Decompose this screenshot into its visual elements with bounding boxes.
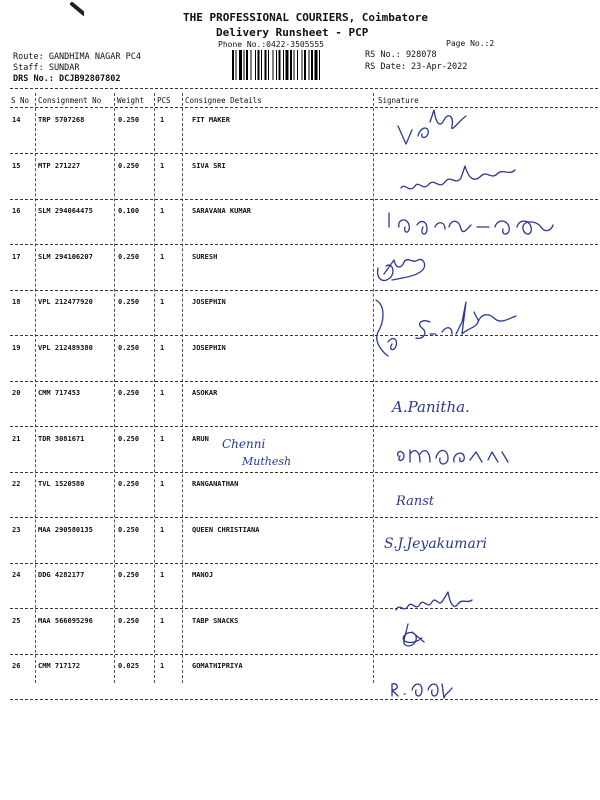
row-consignee: GOMATHIPRIYA bbox=[192, 662, 243, 670]
page-number: Page No.:2 bbox=[446, 39, 495, 48]
barcode-bar bbox=[265, 50, 267, 80]
signature-row-23: S.J.Jeyakumari bbox=[384, 536, 487, 552]
handwritten-note: Chenni bbox=[222, 437, 266, 451]
col-header-consignment: Consignment No bbox=[38, 96, 102, 105]
barcode-bar bbox=[290, 50, 292, 80]
barcode-bar bbox=[311, 50, 313, 80]
row-sno: 18 bbox=[12, 298, 21, 306]
barcode-bar bbox=[261, 50, 262, 80]
signature-row-17 bbox=[372, 252, 432, 290]
row-weight: 0.250 bbox=[118, 252, 140, 261]
col-header-sno: S No bbox=[11, 96, 30, 105]
row-pcs: 1 bbox=[160, 252, 165, 261]
row-divider bbox=[10, 699, 598, 700]
col-separator bbox=[114, 93, 115, 683]
row-pcs: 1 bbox=[160, 480, 165, 488]
rs-date: RS Date: 23-Apr-2022 bbox=[365, 62, 468, 72]
barcode-bar bbox=[273, 50, 274, 80]
barcode-bar bbox=[309, 50, 310, 80]
signature-row-16 bbox=[385, 205, 560, 250]
row-weight: 0.100 bbox=[118, 207, 140, 215]
row-consignee: SURESH bbox=[192, 252, 218, 261]
row-consignment-no: SLM 294106207 bbox=[38, 252, 93, 261]
row-pcs: 1 bbox=[160, 525, 165, 534]
barcode-bar bbox=[304, 50, 306, 80]
signature-row-15 bbox=[395, 158, 525, 198]
col-separator bbox=[35, 93, 36, 683]
row-consignee: QUEEN CHRISTIANA bbox=[192, 525, 260, 534]
company-title: THE PROFESSIONAL COURIERS, Coimbatore bbox=[183, 11, 429, 24]
scan-mark-icon bbox=[24, 0, 84, 40]
row-consignee: JOSEPHIN bbox=[192, 298, 226, 306]
row-consignee: FIT MAKER bbox=[192, 116, 230, 124]
staff-label: Staff: SUNDAR bbox=[13, 63, 80, 73]
row-sno: 26 bbox=[12, 662, 21, 670]
signature-row-24 bbox=[392, 588, 482, 618]
row-divider bbox=[10, 654, 598, 655]
row-consignment-no: SLM 294064475 bbox=[38, 207, 93, 215]
row-pcs: 1 bbox=[160, 662, 165, 670]
barcode-icon bbox=[232, 50, 358, 80]
row-consignment-no: TRP 5707268 bbox=[38, 116, 85, 124]
barcode-bar bbox=[239, 50, 242, 80]
row-weight: 0.250 bbox=[118, 389, 140, 397]
row-sno: 24 bbox=[12, 571, 21, 579]
barcode-bar bbox=[294, 50, 295, 80]
signature-row-14 bbox=[390, 100, 480, 150]
col-separator bbox=[154, 93, 155, 683]
row-divider bbox=[10, 381, 598, 382]
row-consignee: ASOKAR bbox=[192, 389, 218, 397]
barcode-bar bbox=[246, 50, 248, 80]
row-sno: 22 bbox=[12, 480, 21, 488]
header-divider-bottom bbox=[10, 107, 598, 108]
header-divider-top bbox=[10, 88, 598, 89]
row-consignment-no: DDG 4282177 bbox=[38, 571, 85, 579]
runsheet-title: Delivery Runsheet - PCP bbox=[216, 26, 369, 39]
barcode-bar bbox=[315, 50, 318, 80]
barcode-bar bbox=[255, 50, 256, 80]
row-consignee: JOSEPHIN bbox=[192, 343, 226, 352]
row-weight: 0.250 bbox=[118, 116, 140, 124]
barcode-bar bbox=[232, 50, 234, 80]
row-sno: 23 bbox=[12, 525, 21, 534]
row-pcs: 1 bbox=[160, 389, 165, 397]
row-pcs: 1 bbox=[160, 116, 165, 124]
signature-row-20: A.Panitha. bbox=[392, 398, 470, 416]
row-sno: 21 bbox=[12, 434, 21, 443]
row-consignment-no: CMM 717172 bbox=[38, 662, 81, 670]
row-pcs: 1 bbox=[160, 343, 165, 352]
barcode-bar bbox=[283, 50, 284, 80]
row-divider bbox=[10, 199, 598, 200]
col-header-pcs: PCS bbox=[157, 96, 171, 105]
col-header-consignee: Consignee Details bbox=[185, 96, 262, 105]
row-consignment-no: VPL 212489380 bbox=[38, 343, 93, 352]
row-divider bbox=[10, 608, 598, 609]
barcode-bar bbox=[258, 50, 260, 80]
row-weight: 0.250 bbox=[118, 480, 140, 488]
barcode-bar bbox=[268, 50, 269, 80]
row-sno: 16 bbox=[12, 207, 21, 215]
drs-number: DRS No.: DCJB92807802 bbox=[13, 74, 121, 84]
barcode-bar bbox=[286, 50, 289, 80]
row-weight: 0.250 bbox=[118, 525, 140, 534]
row-sno: 15 bbox=[12, 161, 21, 170]
row-weight: 0.025 bbox=[118, 662, 140, 670]
signature-row-25 bbox=[394, 620, 434, 652]
row-consignee: SIVA SRI bbox=[192, 161, 226, 170]
barcode-bar bbox=[297, 50, 298, 80]
col-header-weight: Weight bbox=[117, 96, 145, 105]
row-divider bbox=[10, 290, 598, 291]
col-separator bbox=[182, 93, 183, 683]
row-consignment-no: TVL 1520580 bbox=[38, 480, 85, 488]
row-sno: 19 bbox=[12, 343, 21, 352]
row-consignee: MANOJ bbox=[192, 571, 214, 579]
row-consignee: RANGANATHAN bbox=[192, 480, 239, 488]
row-divider bbox=[10, 153, 598, 154]
row-consignee: SARAVANA KUMAR bbox=[192, 207, 252, 215]
signature-row-22: Ranst bbox=[396, 494, 435, 509]
row-weight: 0.250 bbox=[118, 616, 140, 625]
barcode-bar bbox=[319, 50, 320, 80]
barcode-bar bbox=[276, 50, 277, 80]
row-pcs: 1 bbox=[160, 616, 165, 625]
row-consignment-no: MAA 566095296 bbox=[38, 616, 93, 625]
route-label: Route: GANDHIMA NAGAR PC4 bbox=[13, 52, 141, 62]
row-divider bbox=[10, 517, 598, 518]
row-consignee: ARUN bbox=[192, 434, 209, 443]
phone-number: Phone No.:0422-3505555 bbox=[218, 40, 324, 49]
signature-row-18-19 bbox=[366, 292, 536, 362]
row-sno: 25 bbox=[12, 616, 21, 625]
signature-row-26 bbox=[386, 676, 456, 702]
row-weight: 0.250 bbox=[118, 571, 140, 579]
row-sno: 17 bbox=[12, 252, 21, 261]
row-consignment-no: MTP 271227 bbox=[38, 161, 81, 170]
row-pcs: 1 bbox=[160, 161, 165, 170]
row-divider bbox=[10, 472, 598, 473]
row-consignment-no: CMM 717453 bbox=[38, 389, 81, 397]
barcode-bar bbox=[244, 50, 245, 80]
barcode-bar bbox=[279, 50, 281, 80]
row-sno: 14 bbox=[12, 116, 21, 124]
barcode-bar bbox=[302, 50, 303, 80]
signature-row-21 bbox=[392, 440, 522, 470]
row-pcs: 1 bbox=[160, 207, 165, 215]
row-pcs: 1 bbox=[160, 571, 165, 579]
row-pcs: 1 bbox=[160, 298, 165, 306]
row-sno: 20 bbox=[12, 389, 21, 397]
barcode-bar bbox=[251, 50, 252, 80]
row-pcs: 1 bbox=[160, 434, 165, 443]
col-header-signature: Signature bbox=[378, 96, 419, 105]
row-divider bbox=[10, 563, 598, 564]
barcode-bar bbox=[236, 50, 237, 80]
row-weight: 0.250 bbox=[118, 434, 140, 443]
row-divider bbox=[10, 426, 598, 427]
row-weight: 0.250 bbox=[118, 343, 140, 352]
row-consignment-no: MAA 290580135 bbox=[38, 525, 93, 534]
row-consignee: TABP SNACKS bbox=[192, 616, 239, 625]
row-weight: 0.250 bbox=[118, 161, 140, 170]
row-consignment-no: VPL 212477920 bbox=[38, 298, 93, 306]
handwritten-note: Muthesh bbox=[242, 455, 292, 468]
row-weight: 0.250 bbox=[118, 298, 140, 306]
rs-number: RS No.: 928078 bbox=[365, 50, 437, 60]
row-consignment-no: TDR 3081671 bbox=[38, 434, 85, 443]
col-separator bbox=[373, 93, 374, 683]
